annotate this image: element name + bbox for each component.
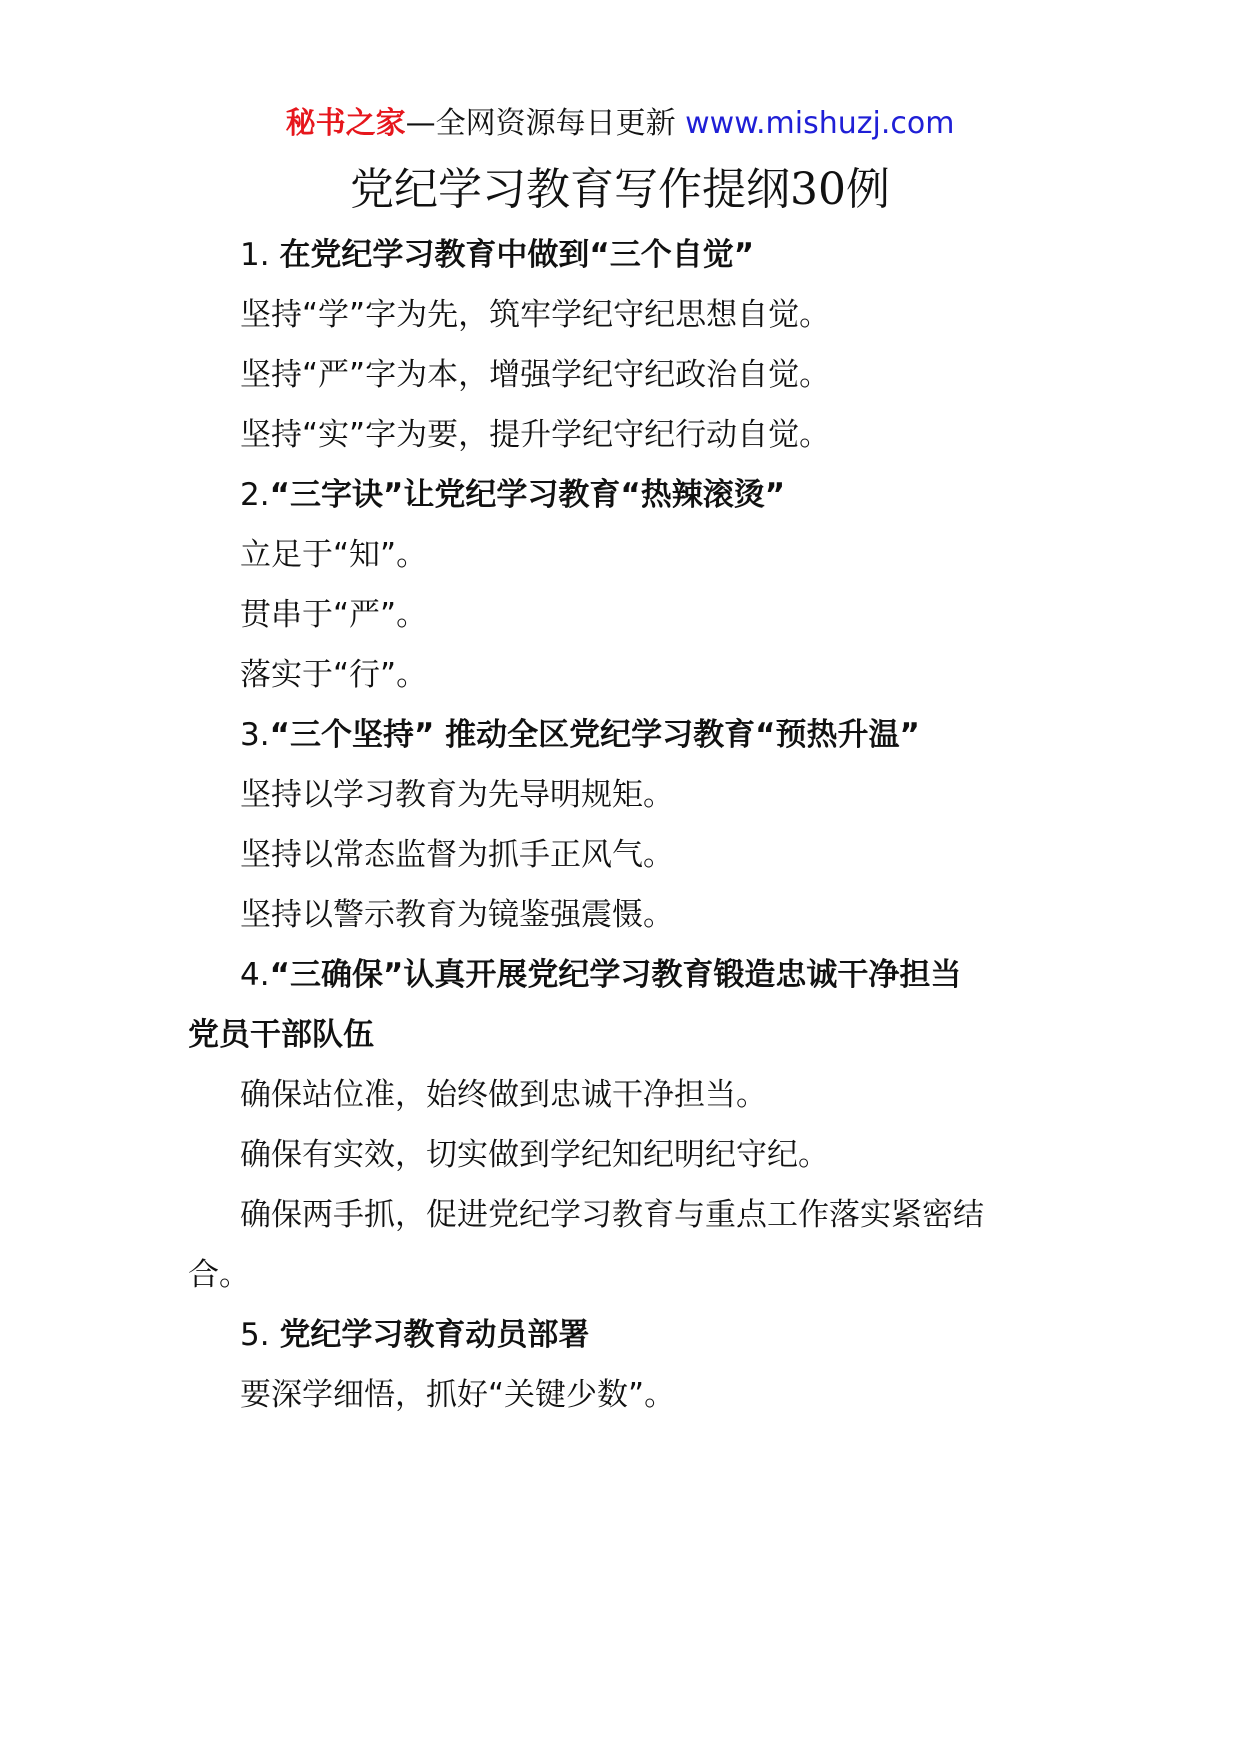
section-2-item-3: 落实于“行”。	[240, 657, 428, 693]
section-4-item-3-continued: 合。	[188, 1257, 250, 1293]
site-tagline: —全网资源每日更新	[405, 106, 676, 141]
section-4-item-1: 确保站位准，始终做到忠诚干净担当。	[240, 1077, 767, 1113]
section-4-item-3: 确保两手抓，促进党纪学习教育与重点工作落实紧密结	[240, 1197, 984, 1233]
site-brand: 秘书之家	[285, 106, 406, 141]
section-4-item-2: 确保有实效，切实做到学纪知纪明纪守纪。	[240, 1137, 829, 1173]
section-heading-5: 5. 党纪学习教育动员部署	[240, 1317, 590, 1353]
section-heading-1: 1. 在党纪学习教育中做到“三个自觉”	[240, 237, 755, 273]
section-1-item-3: 坚持“实”字为要，提升学纪守纪行动自觉。	[240, 417, 831, 453]
section-heading-4: 4.“三确保”认真开展党纪学习教育锻造忠诚干净担当	[240, 957, 962, 993]
site-url-link[interactable]: www.mishuzj.com	[685, 106, 955, 141]
section-1-item-2: 坚持“严”字为本，增强学纪守纪政治自觉。	[240, 357, 831, 393]
section-5-item-1: 要深学细悟，抓好“关键少数”。	[240, 1377, 676, 1413]
section-heading-2: 2.“三字诀”让党纪学习教育“热辣滚烫”	[240, 477, 786, 513]
document-title: 党纪学习教育写作提纲30例	[350, 164, 890, 215]
section-3-item-1: 坚持以学习教育为先导明规矩。	[240, 777, 674, 813]
section-3-item-2: 坚持以常态监督为抓手正风气。	[240, 837, 674, 873]
site-header	[0, 104, 1240, 144]
section-heading-4-continued: 党员干部队伍	[188, 1017, 374, 1053]
section-3-item-3: 坚持以警示教育为镜鉴强震慑。	[240, 897, 674, 933]
section-1-item-1: 坚持“学”字为先，筑牢学纪守纪思想自觉。	[240, 297, 831, 333]
section-heading-3: 3.“三个坚持” 推动全区党纪学习教育“预热升温”	[240, 717, 920, 753]
section-2-item-1: 立足于“知”。	[240, 537, 428, 573]
section-2-item-2: 贯串于“严”。	[240, 597, 428, 633]
